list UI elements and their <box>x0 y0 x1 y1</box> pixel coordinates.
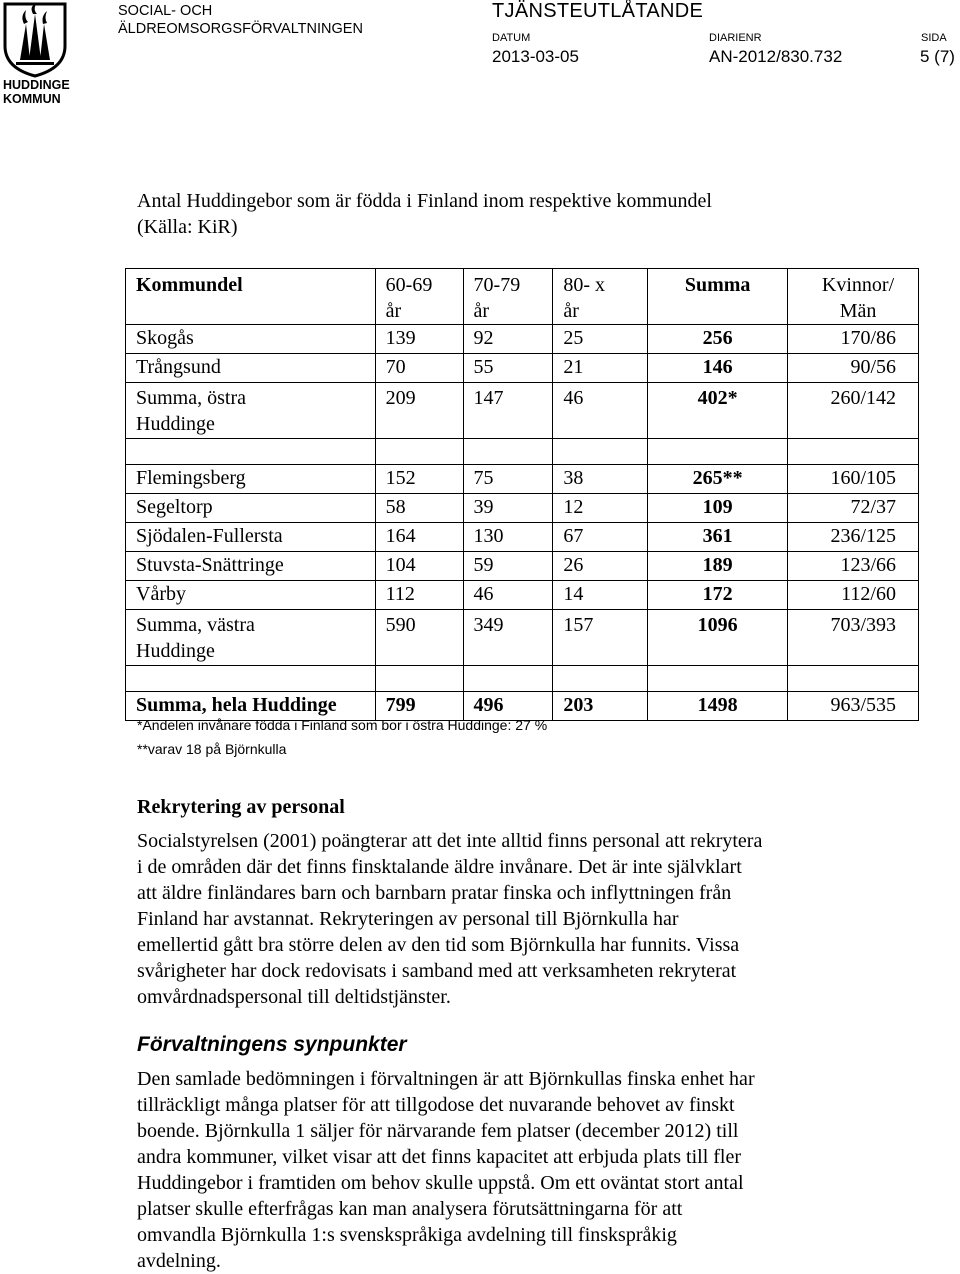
row-sum: 361 <box>648 523 788 552</box>
table-row <box>126 552 919 581</box>
row-district: Stuvsta-Snättringe <box>126 552 376 581</box>
row-age-80-plus: 14 <box>553 581 648 610</box>
table-row <box>126 523 919 552</box>
spacer-cell <box>648 439 788 465</box>
paragraph-line: att äldre finländares barn och barnbarn pratar finska och inflyttningen från <box>137 882 732 904</box>
row-age-80-plus: 12 <box>553 494 648 523</box>
table-heading-line1: Antal Huddingebor som är födda i Finland inom respektive kommundel <box>137 190 712 212</box>
paragraph-line: tillräckligt många platser för att tillgodose det nuvarande behovet av finskt <box>137 1094 735 1116</box>
municipality-logo <box>2 2 72 106</box>
row-sum: 256 <box>648 325 788 354</box>
row-age-80-plus: 25 <box>553 325 648 354</box>
row-age-70-79: 75 <box>463 465 553 494</box>
row-age-80-plus: 203 <box>553 692 648 721</box>
document-type: TJÄNSTEUTLÅTANDE <box>492 0 704 22</box>
table-row <box>126 581 919 610</box>
logo-text-line2: KOMMUN <box>3 92 61 106</box>
footnote-2: **varav 18 på Björnkulla <box>137 741 287 757</box>
reg-number-label: DIARIENR <box>709 32 762 44</box>
row-district: Summa, hela Huddinge <box>126 692 376 721</box>
row-district: Trångsund <box>126 354 376 383</box>
reg-number-value: AN-2012/830.732 <box>709 47 843 66</box>
table-row <box>126 354 919 383</box>
coat-of-arms-icon <box>2 2 68 78</box>
page-label: SIDA <box>921 32 947 44</box>
table-header-row <box>126 269 919 325</box>
header-age-80-plus-l1: 80- x <box>563 274 606 296</box>
row-age-80-plus: 38 <box>553 465 648 494</box>
row-gender: 963/535 <box>788 692 919 721</box>
row-age-60-69: 58 <box>375 494 463 523</box>
spacer-cell <box>553 666 648 692</box>
viewpoints-heading: Förvaltningens synpunkter <box>137 1033 407 1056</box>
header-age-60-69-l1: 60-69 <box>385 274 433 296</box>
row-sum: 1096 <box>648 610 788 666</box>
paragraph-line: andra kommuner, vilket visar att det finns kapacitet att erbjuda plats till fler <box>137 1146 742 1168</box>
spacer-cell <box>375 439 463 465</box>
row-gender: 72/37 <box>788 494 919 523</box>
row-age-60-69: 164 <box>375 523 463 552</box>
page-number: 5 (7) <box>920 47 955 66</box>
row-age-70-79: 92 <box>463 325 553 354</box>
recruitment-heading: Rekrytering av personal <box>137 796 345 818</box>
header-age-80-plus-l2: år <box>563 300 579 322</box>
row-sum: 265** <box>648 465 788 494</box>
row-age-70-79: 59 <box>463 552 553 581</box>
footnote-1: *Andelen invånare födda i Finland som bor i östra Huddinge: 27 % <box>137 717 548 733</box>
paragraph-line: omvårdnadspersonal till deltidstjänster. <box>137 986 451 1008</box>
row-district-l2: Huddinge <box>136 640 215 662</box>
header-age-70-79-l2: år <box>473 300 490 322</box>
table-row <box>126 494 919 523</box>
row-sum: 172 <box>648 581 788 610</box>
row-gender: 703/393 <box>788 610 919 666</box>
row-district: Sjödalen-Fullersta <box>126 523 376 552</box>
row-age-70-79: 349 <box>463 610 553 666</box>
paragraph-line: Socialstyrelsen (2001) poängterar att det inte alltid finns personal att rekrytera <box>137 830 763 852</box>
row-sum: 146 <box>648 354 788 383</box>
header-sum: Summa <box>648 269 788 325</box>
table-row-subtotal-west <box>126 610 919 666</box>
spacer-cell <box>648 666 788 692</box>
row-age-60-69: 139 <box>375 325 463 354</box>
paragraph-line: i de områden där det finns finsktalande äldre invånare. Det är inte självklart <box>137 856 742 878</box>
row-age-60-69: 152 <box>375 465 463 494</box>
row-age-70-79: 55 <box>463 354 553 383</box>
paragraph-line: Finland har avstannat. Rekryteringen av personal till Björnkulla har <box>137 908 679 930</box>
row-sum: 1498 <box>648 692 788 721</box>
row-district: Segeltorp <box>126 494 376 523</box>
recruitment-paragraph <box>137 828 867 1010</box>
row-district-l2: Huddinge <box>136 413 215 435</box>
row-age-60-69: 70 <box>375 354 463 383</box>
org-line1: SOCIAL- OCH <box>118 3 213 19</box>
row-district <box>126 610 376 666</box>
paragraph-line: platser skulle efterfrågas kan man analysera förutsättningarna för att <box>137 1198 683 1220</box>
viewpoints-paragraph <box>137 1066 867 1274</box>
paragraph-line: svårigheter har dock redovisats i samband med att verksamheten rekryterat <box>137 960 737 982</box>
header-age-60-69 <box>375 269 463 325</box>
row-gender: 90/56 <box>788 354 919 383</box>
row-age-70-79: 46 <box>463 581 553 610</box>
spacer-cell <box>788 666 919 692</box>
table-spacer-row <box>126 439 919 465</box>
spacer-cell <box>463 666 553 692</box>
row-district-l1: Summa, västra <box>136 614 255 636</box>
table-heading-line2: (Källa: KiR) <box>137 216 238 238</box>
row-district <box>126 383 376 439</box>
spacer-cell <box>553 439 648 465</box>
finland-born-table <box>125 268 919 721</box>
paragraph-line: boende. Björnkulla 1 säljer för närvarande fem platser (december 2012) till <box>137 1120 739 1142</box>
row-district: Vårby <box>126 581 376 610</box>
row-age-80-plus: 26 <box>553 552 648 581</box>
row-district: Flemingsberg <box>126 465 376 494</box>
row-age-80-plus: 157 <box>553 610 648 666</box>
row-age-60-69: 209 <box>375 383 463 439</box>
row-gender: 123/66 <box>788 552 919 581</box>
paragraph-line: omvandla Björnkulla 1:s svenskspråkiga avdelning till finskspråkig <box>137 1224 677 1246</box>
spacer-cell <box>375 666 463 692</box>
date-label: DATUM <box>492 32 531 44</box>
table-spacer-row <box>126 666 919 692</box>
row-age-80-plus: 46 <box>553 383 648 439</box>
org-line2: ÄLDREOMSORGSFÖRVALTNINGEN <box>118 21 363 37</box>
header-gender-l2: Män <box>839 300 877 322</box>
date-value: 2013-03-05 <box>492 47 579 66</box>
header-age-70-79-l1: 70-79 <box>473 274 521 296</box>
row-age-70-79: 496 <box>463 692 553 721</box>
table-row <box>126 325 919 354</box>
row-age-60-69: 104 <box>375 552 463 581</box>
row-age-70-79: 39 <box>463 494 553 523</box>
row-district: Skogås <box>126 325 376 354</box>
header-gender-l1: Kvinnor/ <box>821 274 895 296</box>
logo-text-line1: HUDDINGE <box>3 78 70 92</box>
spacer-cell <box>126 439 376 465</box>
row-age-70-79: 130 <box>463 523 553 552</box>
row-gender: 112/60 <box>788 581 919 610</box>
paragraph-line: Huddingebor i framtiden om behov skulle uppstå. Om ett oväntat stort antal <box>137 1172 744 1194</box>
row-age-80-plus: 67 <box>553 523 648 552</box>
header-district: Kommundel <box>126 269 376 325</box>
header-age-70-79 <box>463 269 553 325</box>
row-gender: 160/105 <box>788 465 919 494</box>
row-age-60-69: 590 <box>375 610 463 666</box>
row-age-60-69: 112 <box>375 581 463 610</box>
row-district-l1: Summa, östra <box>136 387 246 409</box>
header-age-80-plus <box>553 269 648 325</box>
paragraph-line: emellertid gått bra större delen av den tid som Björnkulla har funnits. Vissa <box>137 934 740 956</box>
row-age-70-79: 147 <box>463 383 553 439</box>
header-age-60-69-l2: år <box>385 300 402 322</box>
organization-name <box>118 2 363 38</box>
table-heading <box>137 188 897 240</box>
header-gender <box>788 269 919 325</box>
spacer-cell <box>126 666 376 692</box>
table-row-subtotal-east <box>126 383 919 439</box>
row-age-80-plus: 21 <box>553 354 648 383</box>
row-gender: 236/125 <box>788 523 919 552</box>
table-row <box>126 465 919 494</box>
spacer-cell <box>463 439 553 465</box>
paragraph-line: Den samlade bedömningen i förvaltningen är att Björnkullas finska enhet har <box>137 1068 755 1090</box>
paragraph-line: avdelning. <box>137 1250 221 1272</box>
row-age-60-69: 799 <box>375 692 463 721</box>
row-sum: 402* <box>648 383 788 439</box>
row-sum: 189 <box>648 552 788 581</box>
row-gender: 260/142 <box>788 383 919 439</box>
row-gender: 170/86 <box>788 325 919 354</box>
spacer-cell <box>788 439 919 465</box>
row-sum: 109 <box>648 494 788 523</box>
